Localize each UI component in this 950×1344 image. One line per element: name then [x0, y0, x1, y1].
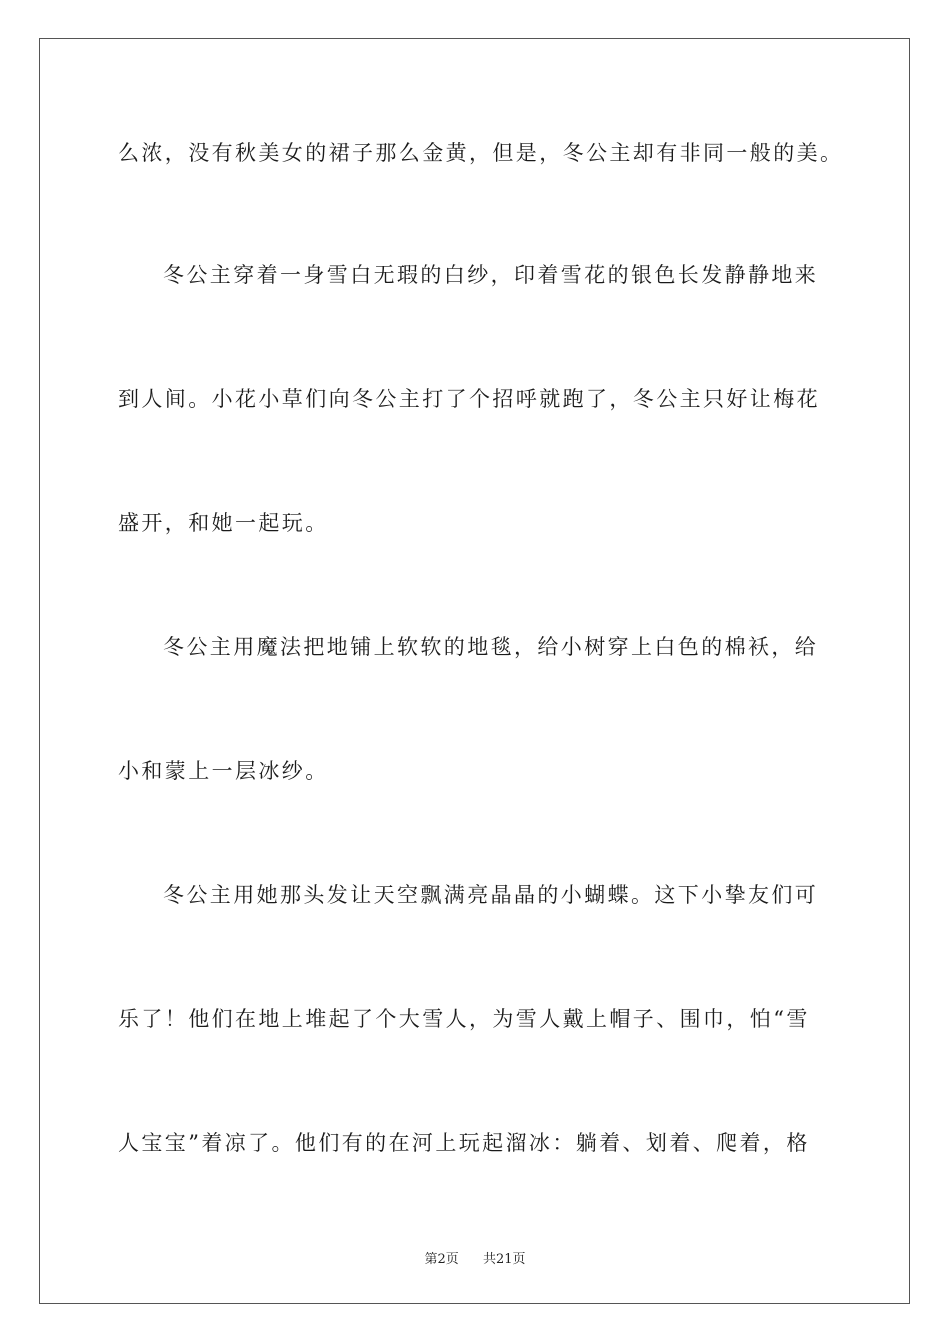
page-total: 共21页 — [483, 1252, 526, 1267]
text-line: 盛开，和她一起玩。 — [118, 511, 329, 535]
page-number: 第2页 — [424, 1252, 459, 1267]
text-line: 冬公主用她那头发让天空飘满亮晶晶的小蝴蝶。这下小挚友们可 — [163, 883, 819, 907]
page-border — [39, 38, 910, 1304]
text-line: 么浓，没有秋美女的裙子那么金黄，但是，冬公主却有非同一般的美。 — [118, 141, 844, 165]
text-line: 冬公主用魔法把地铺上软软的地毯，给小树穿上白色的棉袄，给 — [163, 635, 819, 659]
text-line: 人宝宝”着凉了。他们有的在河上玩起溜冰：躺着、划着、爬着，格 — [118, 1131, 810, 1155]
text-line: 小和蒙上一层冰纱。 — [118, 759, 329, 783]
text-line: 乐了！他们在地上堆起了个大雪人，为雪人戴上帽子、围巾，怕“雪 — [118, 1007, 810, 1031]
text-line: 到人间。小花小草们向冬公主打了个招呼就跑了，冬公主只好让梅花 — [118, 387, 820, 411]
page-footer — [0, 1248, 950, 1267]
text-line: 冬公主穿着一身雪白无瑕的白纱，印着雪花的银色长发静静地来 — [163, 263, 819, 287]
